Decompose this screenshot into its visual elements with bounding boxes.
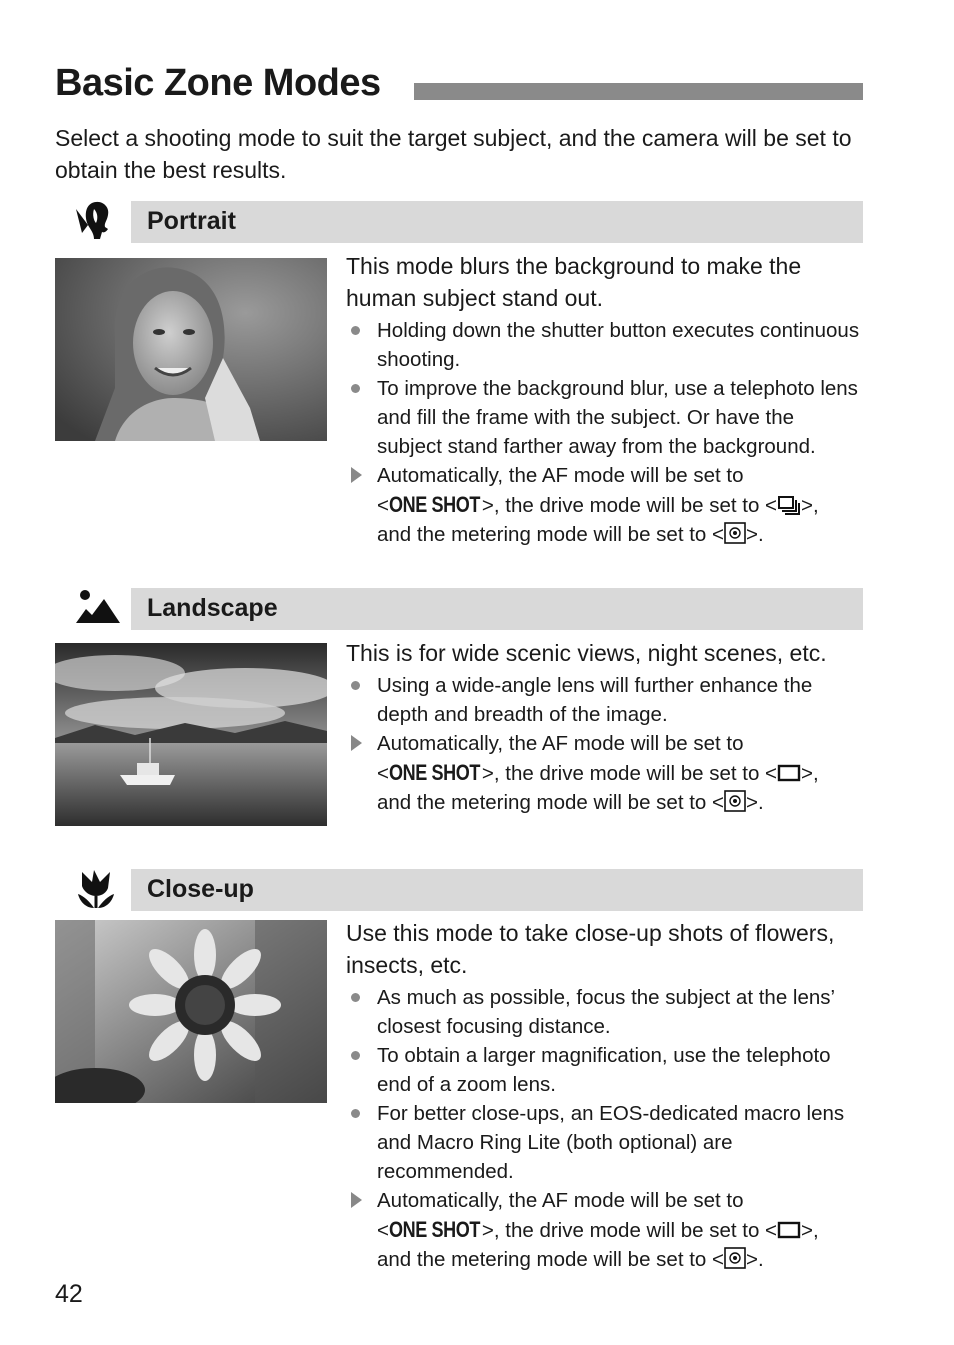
- continuous-drive-icon: [777, 495, 801, 515]
- portrait-bullet-list: [346, 316, 861, 549]
- page-number: 42: [55, 1280, 83, 1308]
- close-up-lead: Use this mode to take close-up shots of flowers, insects, etc.: [346, 920, 835, 978]
- evaluative-metering-icon: [724, 1247, 746, 1269]
- single-drive-icon: [777, 763, 801, 783]
- drive-mode-text: >, the drive mode will be set to <: [481, 494, 778, 517]
- metering-mode-text: and the metering mode will be set to <: [377, 791, 724, 814]
- portrait-header-bar: [131, 201, 863, 243]
- metering-mode-text: and the metering mode will be set to <: [377, 1248, 724, 1271]
- list-item: To obtain a larger magnification, use the telephoto end of a zoom lens.: [346, 1041, 861, 1099]
- drive-mode-text: >, the drive mode will be set to <: [481, 1219, 778, 1242]
- portrait-description: [346, 250, 861, 549]
- close-up-photo: [55, 920, 327, 1103]
- auto-settings-intro: Automatically, the AF mode will be set to: [377, 464, 744, 487]
- metering-mode-text: and the metering mode will be set to <: [377, 523, 724, 546]
- list-item: Holding down the shutter button executes continuous shooting.: [346, 316, 861, 374]
- title-rule: [414, 83, 863, 100]
- portrait-photo: [55, 258, 327, 441]
- close-up-icon: [72, 866, 124, 910]
- single-drive-icon: [777, 1220, 801, 1240]
- auto-settings-intro: Automatically, the AF mode will be set to: [377, 1189, 744, 1212]
- landscape-lead: This is for wide scenic views, night scenes, etc.: [346, 640, 827, 666]
- portrait-heading: Portrait: [147, 207, 236, 235]
- landscape-heading: Landscape: [147, 594, 278, 622]
- af-mode-label: ONE SHOT: [388, 492, 480, 517]
- intro-text: Select a shooting mode to suit the target subject, and the camera will be set to obtain the best results.: [55, 125, 852, 183]
- landscape-icon: [72, 587, 124, 631]
- close-up-heading: Close-up: [147, 875, 254, 903]
- auto-settings-intro: Automatically, the AF mode will be set to: [377, 732, 744, 755]
- list-item: For better close-ups, an EOS-dedicated macro lens and Macro Ring Lite (both optional) are recommended.: [346, 1099, 861, 1186]
- close-up-header-bar: [131, 869, 863, 911]
- close-up-description: [346, 917, 861, 1274]
- auto-settings-item: Automatically, the AF mode will be set to <ONE SHOT>, the drive mode will be set to < >, and the metering mode will be set to < >.: [346, 461, 861, 549]
- auto-settings-item: Automatically, the AF mode will be set to <ONE SHOT>, the drive mode will be set to < >, and the metering mode will be set to < >.: [346, 1186, 861, 1274]
- list-item: To improve the background blur, use a telephoto lens and fill the frame with the subject. Or have the subject stand farther away from the background.: [346, 374, 861, 461]
- page-title: Basic Zone Modes: [55, 62, 381, 104]
- list-item: Using a wide-angle lens will further enhance the depth and breadth of the image.: [346, 671, 861, 729]
- drive-mode-text: >, the drive mode will be set to <: [481, 762, 778, 785]
- landscape-photo: [55, 643, 327, 826]
- af-mode-label: ONE SHOT: [388, 760, 480, 785]
- evaluative-metering-icon: [724, 790, 746, 812]
- portrait-icon: [72, 199, 124, 243]
- af-mode-label: ONE SHOT: [388, 1217, 480, 1242]
- list-item: As much as possible, focus the subject at the lens’ closest focusing distance.: [346, 983, 861, 1041]
- landscape-description: [346, 637, 861, 817]
- close-up-bullet-list: [346, 983, 861, 1274]
- portrait-lead: This mode blurs the background to make the human subject stand out.: [346, 253, 802, 311]
- auto-settings-item: Automatically, the AF mode will be set to <ONE SHOT>, the drive mode will be set to < >, and the metering mode will be set to < >.: [346, 729, 861, 817]
- landscape-bullet-list: [346, 671, 861, 817]
- evaluative-metering-icon: [724, 522, 746, 544]
- landscape-header-bar: [131, 588, 863, 630]
